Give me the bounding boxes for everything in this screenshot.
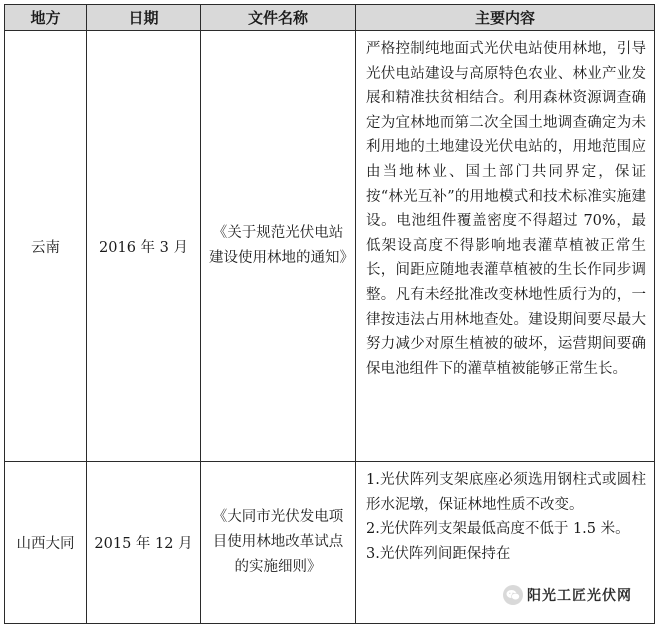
document-title-cell: 《大同市光伏发电项目使用林地改革试点的实施细则》 [201,462,356,624]
date-cell: 2016 年 3 月 [87,31,201,462]
place-cell: 云南 [5,31,87,462]
policy-table [4,4,655,624]
header-main-content: 主要内容 [356,5,655,31]
content-line: 1.光伏阵列支架底座必须选用钢柱式或圆柱形水泥墩，保证林地性质不改变。 [366,472,646,513]
document-title-cell: 《关于规范光伏电站建设使用林地的通知》 [201,31,356,462]
wechat-logo-icon [503,585,523,605]
date-cell: 2015 年 12 月 [87,462,201,624]
header-place: 地方 [5,5,87,31]
place-cell: 山西大同 [5,462,87,624]
header-date: 日期 [87,5,201,31]
header-document-title: 文件名称 [201,5,356,31]
main-content-cell: 严格控制纯地面式光伏电站使用林地，引导光伏电站建设与高原特色农业、林业产业发展和精准扶贫相结合。利用森林资源调查确定为宜林地而第二次全国土地调查确定为未利用地的土地建设光伏电站的，用地范围应由当地林业、国土部门共同界定，保证按“林光互补”的用地模式和技术标准实施建设。电池组件覆盖密度不得超过 70%，最低架设高度不得影响地表灌草植被正常生长，间距应随地表灌草植被的生长作同步调整。凡有未经批准改变林地性质行为的，一律按违法占用林地查处。建设期间要尽最大努力减少对原生植被的破坏，运营期间要确保电池组件下的灌草植被能够正常生长。 [356,31,655,462]
watermark-text: 阳光工匠光伏网 [527,588,632,604]
content-line: 2.光伏阵列支架最低高度不低于 1.5 米。 [366,521,630,538]
table-row [5,31,655,462]
table-header-row [5,5,655,31]
watermark [501,583,636,607]
content-line: 3.光伏阵列间距保持在 [366,545,511,562]
